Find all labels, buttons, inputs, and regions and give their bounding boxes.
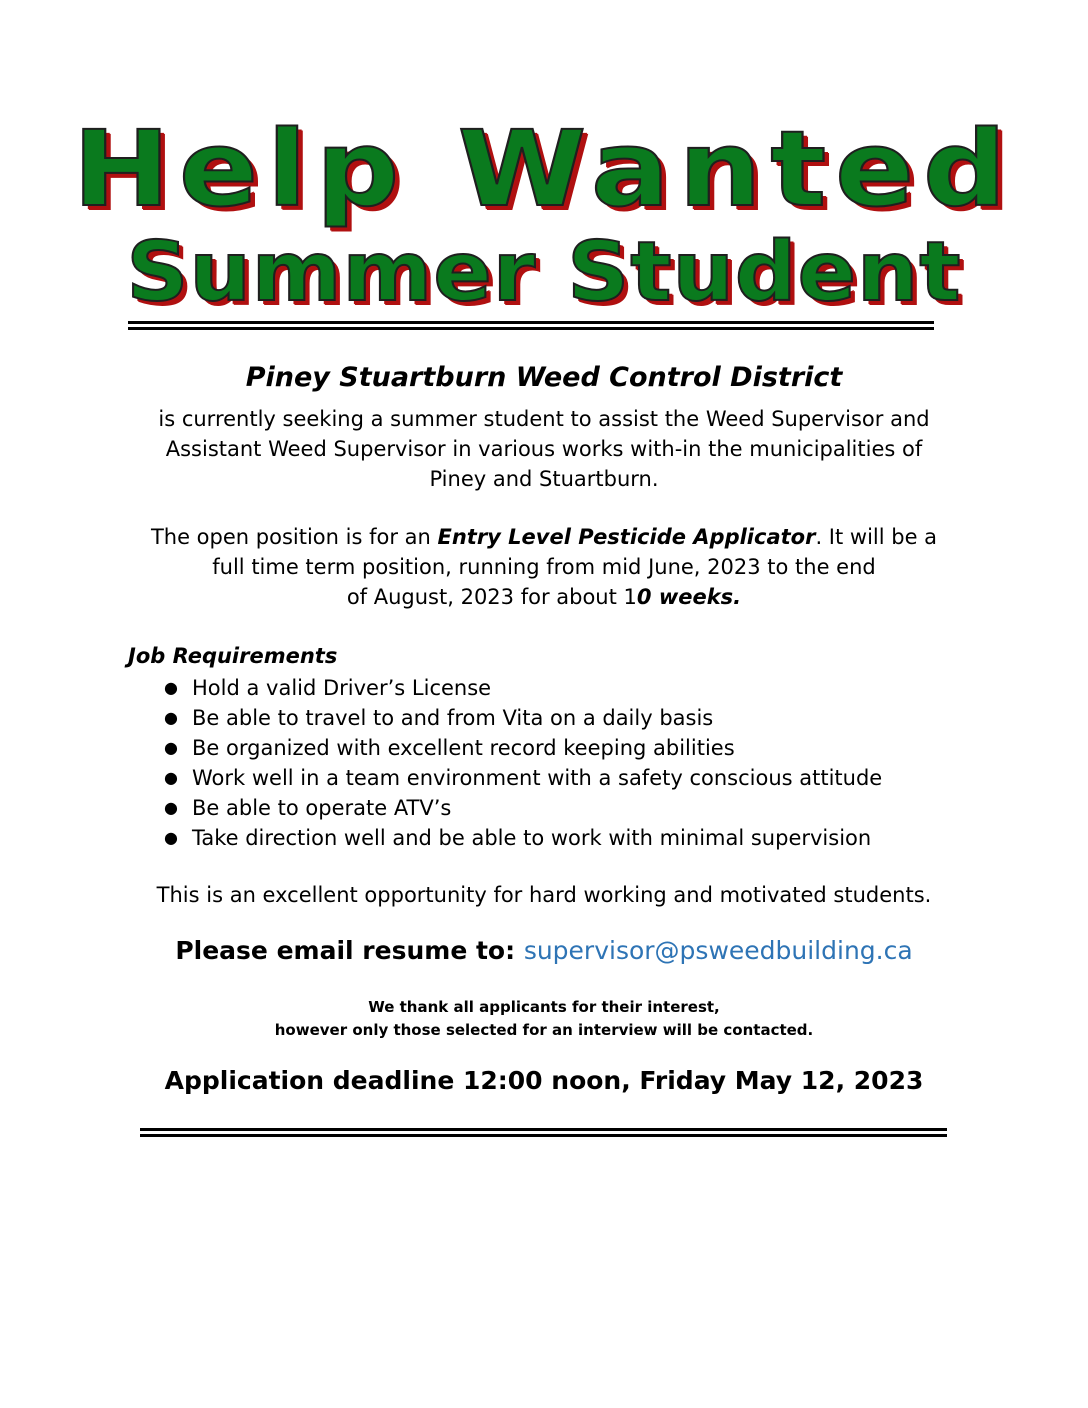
- bullet-dot-icon: ●: [164, 828, 178, 847]
- bottom-double-rule: [140, 1128, 947, 1137]
- thanks-note: [0, 996, 1088, 1042]
- requirements-title: Job Requirements: [128, 644, 338, 668]
- application-deadline: Application deadline 12:00 noon, Friday May 12, 2023: [164, 1066, 924, 1095]
- intro-paragraph: [0, 404, 1088, 494]
- organization-name: Piney Stuartburn Weed Control District: [245, 362, 843, 393]
- requirement-text: Hold a valid Driver’s License: [192, 676, 492, 700]
- thanks-line: however only those selected for an interview will be contacted.: [274, 1021, 814, 1039]
- bullet-dot-icon: ●: [164, 708, 178, 727]
- position-duration-prefix: of August, 2023 for about 1: [346, 585, 637, 609]
- list-item: [160, 793, 882, 823]
- headline-help-wanted: Help Wanted: [72, 108, 1016, 230]
- position-line: [0, 582, 1088, 612]
- position-suffix: . It will be a: [815, 525, 938, 549]
- requirement-text: Be able to operate ATV’s: [192, 796, 452, 820]
- position-title: Entry Level Pesticide Applicator: [437, 525, 816, 549]
- bullet-dot-icon: ●: [164, 678, 178, 697]
- bullet-dot-icon: ●: [164, 738, 178, 757]
- email-link[interactable]: supervisor@psweedbuilding.ca: [523, 936, 913, 965]
- top-double-rule: [128, 321, 934, 330]
- bullet-dot-icon: ●: [164, 768, 178, 787]
- requirement-text: Be able to travel to and from Vita on a daily basis: [192, 706, 714, 730]
- intro-line: is currently seeking a summer student to assist the Weed Supervisor and: [158, 407, 930, 431]
- requirement-text: Be organized with excellent record keeping abilities: [192, 736, 735, 760]
- email-line: [0, 936, 1088, 965]
- requirement-text: Take direction well and be able to work with minimal supervision: [192, 826, 872, 850]
- list-item: [160, 733, 882, 763]
- requirements-list: [160, 673, 882, 853]
- requirement-text: Work well in a team environment with a safety conscious attitude: [192, 766, 883, 790]
- headline-summer-student: Summer Student: [126, 225, 962, 320]
- opportunity-text: This is an excellent opportunity for hard working and motivated students.: [156, 883, 932, 907]
- list-item: [160, 823, 882, 853]
- email-label: Please email resume to:: [175, 936, 524, 965]
- thanks-line: We thank all applicants for their interest,: [368, 998, 720, 1016]
- position-paragraph: [0, 522, 1088, 612]
- list-item: [160, 763, 882, 793]
- position-prefix: The open position is for an: [150, 525, 438, 549]
- intro-line: Assistant Weed Supervisor in various works with-in the municipalities of: [165, 437, 923, 461]
- bullet-dot-icon: ●: [164, 798, 178, 817]
- list-item: [160, 703, 882, 733]
- list-item: [160, 673, 882, 703]
- intro-line: Piney and Stuartburn.: [429, 467, 659, 491]
- position-line: full time term position, running from mid June, 2023 to the end: [212, 555, 876, 579]
- position-duration-weeks: 0 weeks.: [636, 585, 742, 609]
- position-line: [0, 522, 1088, 552]
